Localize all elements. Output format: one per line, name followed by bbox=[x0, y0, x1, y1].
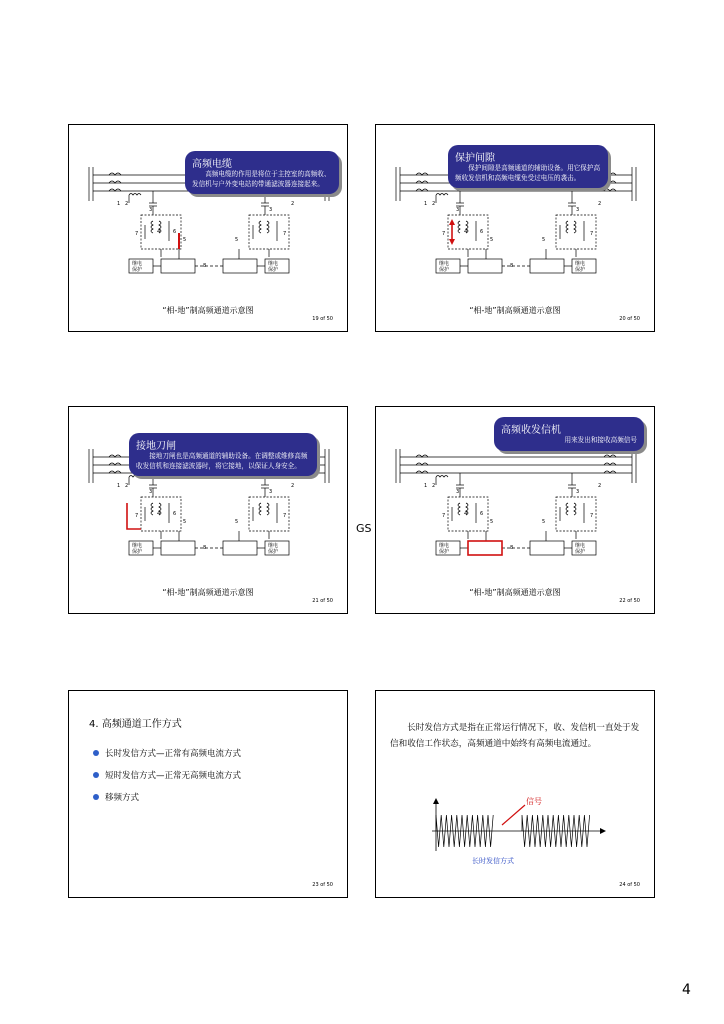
node-label-6: 6 bbox=[173, 229, 177, 235]
drain-coil bbox=[436, 194, 448, 196]
slide-caption: “相-地”制高频通道示意图 bbox=[469, 588, 561, 597]
gap-arrow-icon bbox=[449, 219, 455, 225]
node-label-8: 8 bbox=[203, 545, 207, 551]
transceiver-right bbox=[223, 259, 257, 273]
bullet-icon bbox=[93, 772, 99, 778]
relay-label-left: 继电 bbox=[439, 543, 450, 549]
slide-caption: “相-地”制高频通道示意图 bbox=[162, 306, 254, 315]
node-label-3: 3 bbox=[456, 207, 460, 213]
filter-coil bbox=[458, 221, 460, 233]
waveform-caption: 长时发信方式 bbox=[472, 857, 514, 865]
slide-page-number: 19 of 50 bbox=[312, 316, 333, 322]
node-label-4: 4 bbox=[464, 511, 468, 517]
node-label-2: 2 bbox=[125, 201, 129, 207]
amplitude-axis-arrow bbox=[433, 798, 439, 804]
relay-label-right: 继电 bbox=[575, 261, 586, 267]
node-label-5: 5 bbox=[235, 519, 239, 525]
slide-page-number: 24 of 50 bbox=[619, 882, 640, 888]
waveform-diagram bbox=[376, 691, 654, 881]
time-axis-arrow bbox=[600, 828, 606, 834]
node-label-7: 7 bbox=[135, 231, 139, 237]
transceiver-left bbox=[468, 259, 502, 273]
node-label-3: 3 bbox=[149, 489, 153, 495]
node-label-6: 6 bbox=[173, 511, 177, 517]
filter-coil bbox=[259, 503, 261, 515]
slide-page-number: 22 of 50 bbox=[619, 598, 640, 604]
slide-page-number: 21 of 50 bbox=[312, 598, 333, 604]
node-label-7: 7 bbox=[442, 513, 446, 519]
node-label-5: 5 bbox=[490, 237, 494, 243]
relay-label-right: 继电 bbox=[268, 261, 279, 267]
slide-caption: “相-地”制高频通道示意图 bbox=[162, 588, 254, 597]
callout-title: 高频收发信机 bbox=[501, 425, 561, 436]
relay-label-right: 继电 bbox=[575, 543, 586, 549]
filter-coil bbox=[259, 221, 261, 233]
highlight-transceiver bbox=[468, 541, 502, 555]
callout-title: 接地刀闸 bbox=[136, 441, 176, 452]
drain-coil bbox=[129, 194, 141, 196]
relay-label-right: 保护 bbox=[575, 267, 586, 273]
slide-21 bbox=[68, 406, 348, 614]
node-label-6: 6 bbox=[480, 511, 484, 517]
node-label-3: 3 bbox=[576, 489, 580, 495]
node-label-7: 7 bbox=[442, 231, 446, 237]
callout-transceiver bbox=[494, 417, 644, 451]
signal-pointer bbox=[502, 805, 525, 825]
node-label-4: 4 bbox=[157, 229, 161, 235]
node-label-7: 7 bbox=[283, 231, 287, 237]
filter-coil bbox=[566, 503, 568, 515]
list-item: 短时发信方式—正常无高频电流方式 bbox=[93, 769, 241, 781]
node-label-5: 5 bbox=[183, 237, 187, 243]
slide-20 bbox=[375, 124, 655, 332]
filter-coil bbox=[267, 221, 269, 233]
schematic bbox=[396, 449, 636, 555]
node-label-7: 7 bbox=[590, 231, 594, 237]
bullet-icon bbox=[93, 750, 99, 756]
node-label-3: 3 bbox=[269, 207, 273, 213]
page-number: 4 bbox=[682, 982, 691, 998]
node-label-3: 3 bbox=[269, 489, 273, 495]
filter-coil bbox=[566, 221, 568, 233]
transceiver-right bbox=[530, 541, 564, 555]
slide-23 bbox=[68, 690, 348, 898]
node-label-2: 2 bbox=[598, 483, 602, 489]
relay-label-left: 继电 bbox=[132, 543, 143, 549]
slide-24 bbox=[375, 690, 655, 898]
relay-label-left: 继电 bbox=[132, 261, 143, 267]
list-item: 移频方式 bbox=[93, 791, 241, 803]
node-label-8: 8 bbox=[203, 263, 207, 269]
callout-body: 保护间隙是高频通道的辅助设备。用它保护高频收发信机和高频电缆免受过电压的袭击。 bbox=[455, 164, 601, 182]
slide-page-number: 23 of 50 bbox=[312, 882, 333, 888]
callout-title: 高频电缆 bbox=[192, 159, 232, 170]
node-label-2: 2 bbox=[291, 201, 295, 207]
slide-heading: 4. 高频通道工作方式 bbox=[89, 719, 182, 730]
relay-label-right: 保护 bbox=[575, 549, 586, 555]
transceiver-right bbox=[223, 541, 257, 555]
node-label-1: 1 bbox=[424, 201, 428, 207]
node-label-7: 7 bbox=[135, 513, 139, 519]
bullet-icon bbox=[93, 794, 99, 800]
relay-label-left: 保护 bbox=[132, 549, 143, 555]
node-label-3: 3 bbox=[456, 489, 460, 495]
relay-label-left: 保护 bbox=[132, 267, 143, 273]
transceiver-left bbox=[161, 541, 195, 555]
node-label-3: 3 bbox=[576, 207, 580, 213]
callout-switch bbox=[129, 433, 317, 476]
callout-body: 用来发出和接收高频信号 bbox=[564, 436, 637, 444]
slide-paragraph: 长时发信方式是指在正常运行情况下，收、发信机一直处于发信和收信工作状态，高频通道中始终有高频电流通过。 bbox=[390, 723, 640, 749]
transceiver-left bbox=[468, 541, 502, 555]
node-label-5: 5 bbox=[235, 237, 239, 243]
filter-coil bbox=[151, 221, 153, 233]
node-label-2: 2 bbox=[432, 483, 436, 489]
relay-label-left: 继电 bbox=[439, 261, 450, 267]
slide-22 bbox=[375, 406, 655, 614]
transceiver-left bbox=[161, 259, 195, 273]
callout-body: 高频电缆的作用是将位于主控室的高频收、发信机与户外变电站的带通滤波器连接起来。 bbox=[192, 170, 331, 188]
callout-gap bbox=[448, 145, 608, 188]
gap-arrow-icon bbox=[449, 239, 455, 245]
relay-label-right: 继电 bbox=[268, 543, 279, 549]
slide-19 bbox=[68, 124, 348, 332]
node-label-2: 2 bbox=[432, 201, 436, 207]
transceiver-right bbox=[530, 259, 564, 273]
relay-label-left: 保护 bbox=[439, 267, 450, 273]
callout-body: 接地刀闸也是高频通道的辅助设备。在调整或维修高频收发信机和连接滤波器时，将它接地，以保证人身安全。 bbox=[136, 452, 308, 470]
filter-coil bbox=[574, 221, 576, 233]
relay-label-right: 保护 bbox=[268, 549, 279, 555]
signal-label: 信号 bbox=[526, 797, 542, 806]
node-label-8: 8 bbox=[510, 545, 514, 551]
node-label-1: 1 bbox=[117, 483, 121, 489]
node-label-7: 7 bbox=[283, 513, 287, 519]
stray-text: GS bbox=[356, 522, 372, 535]
callout-cable bbox=[185, 151, 339, 194]
filter-coil bbox=[574, 503, 576, 515]
node-label-2: 2 bbox=[598, 201, 602, 207]
callout-title: 保护间隙 bbox=[455, 153, 495, 164]
bullet-list bbox=[93, 747, 241, 813]
filter-coil bbox=[151, 503, 153, 515]
node-label-4: 4 bbox=[157, 511, 161, 517]
node-label-3: 3 bbox=[149, 207, 153, 213]
node-label-7: 7 bbox=[590, 513, 594, 519]
node-label-1: 1 bbox=[424, 483, 428, 489]
relay-label-left: 保护 bbox=[439, 549, 450, 555]
slide-caption: “相-地”制高频通道示意图 bbox=[469, 306, 561, 315]
slide-page-number: 20 of 50 bbox=[619, 316, 640, 322]
node-label-6: 6 bbox=[480, 229, 484, 235]
node-label-5: 5 bbox=[183, 519, 187, 525]
highlight-switch bbox=[127, 503, 141, 529]
node-label-5: 5 bbox=[542, 237, 546, 243]
node-label-1: 1 bbox=[117, 201, 121, 207]
node-label-2: 2 bbox=[291, 483, 295, 489]
node-label-5: 5 bbox=[490, 519, 494, 525]
relay-label-right: 保护 bbox=[268, 267, 279, 273]
node-label-4: 4 bbox=[464, 229, 468, 235]
node-label-2: 2 bbox=[125, 483, 129, 489]
node-label-5: 5 bbox=[542, 519, 546, 525]
filter-coil bbox=[267, 503, 269, 515]
list-item: 长时发信方式—正常有高频电流方式 bbox=[93, 747, 241, 759]
filter-coil bbox=[458, 503, 460, 515]
drain-coil bbox=[436, 476, 448, 478]
node-label-8: 8 bbox=[510, 263, 514, 269]
